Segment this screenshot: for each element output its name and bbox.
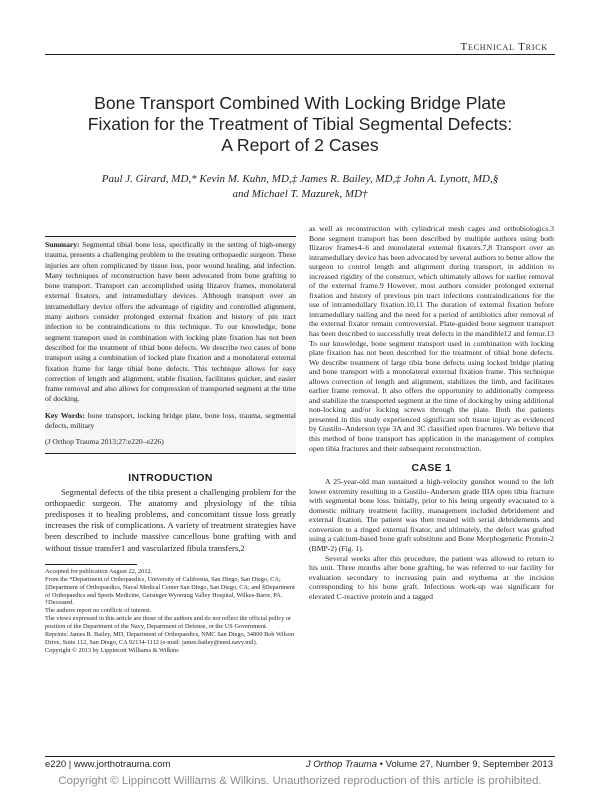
summary-label: Summary: — [45, 240, 80, 249]
top-rule — [45, 54, 555, 55]
citation: (J Orthop Trauma 2013;27:e220–e226) — [45, 437, 164, 447]
footnote-copyright: Copyright © 2013 by Lippincott Williams & Wilkins — [45, 646, 179, 654]
left-column — [45, 236, 296, 655]
case-heading: CASE 1 — [411, 463, 452, 475]
footer-bullet: • — [379, 759, 383, 770]
keywords-text: bone transport, locking bridge plate, bone loss, trauma, segmental defects, military — [45, 410, 297, 431]
footnote-affiliations: From the *Department of Orthopaedics, University of California, San Diego, San Diego, CA; ‡Department of Orthopaedics, Naval Medical Center San Diego, San Diego, CA; and §Department of Orthopaedics and Sports Medicine, Geisinger Wyoming Valley Hospital, Wilkes-Barre, PA. — [45, 575, 295, 599]
page-number: e220 — [45, 759, 67, 770]
author-list — [70, 172, 530, 202]
footer-left — [45, 759, 171, 770]
right-column — [309, 224, 554, 601]
title-line: A Report of 2 Cases — [221, 135, 379, 155]
abstract-box — [45, 236, 296, 454]
footnote-views: The views expressed in this article are those of the authors and do not reflect the official policy or position of the Department of the Navy, Department of Defense, or the US Government. — [45, 615, 292, 631]
article-title — [50, 93, 550, 156]
footnote-conflicts: The authors report no conflicts of interest. — [45, 607, 152, 615]
section-tag: Technical Trick — [460, 41, 548, 53]
footer-separator: | — [68, 759, 72, 770]
keywords-label: Key Words: — [45, 410, 85, 420]
introduction-heading: INTRODUCTION — [128, 472, 213, 484]
keywords — [45, 411, 296, 432]
introduction-paragraph: Segmental defects of the tibia present a challenging problem for the orthopaedic surgeon. The anatomy and physiology of the tibia predisposes it to healing problems, and concomitant tissue loss greatly increases the risk of complications. A variety of treatment strategies have been described to include massive cancellous bone grafting with and without tissue transfer1 and vascularized fibula transfers,2 — [45, 486, 296, 553]
journal-name: J Orthop Trauma — [305, 759, 377, 770]
journal-website[interactable]: www.jorthotrauma.com — [73, 759, 171, 770]
summary-text: Segmental tibial bone loss, specifically in the setting of high-energy trauma, presents a challenging problem to the treating orthopaedic surgeon. These injuries are often complicated by tissue loss, poor wound healing, and infection. Many techniques of reconstruction have been advocated from bone grafting to bone transport. Transport can accomplished using Ilizarov frames, monolateral external fixators, and intramedullary devices. Although transport over an intramedullary device offers the advantage of rigidity and controlled alignment, many authors consider prolonged external fixation and history of pin tract infection to be contraindications to this technique. To our knowledge, bone segment transport used in combination with locking plate fixation has not been described for the treatment of tibial bone defects. We describe two cases of bone transport using a combination of locked plate fixation and a monolateral external fixation frame for large tibial bone defects. This technique allows for easy correction of length and alignment, stable fixation, facilitates quicker, and easier frame removal and also allows for compression of transported segment at the time of docking. — [45, 240, 296, 404]
footnote-reprints: Reprints: James R. Bailey, MD, Department of Orthopaedics, NMC San Diego, 34800 Bob Wilson Drive, Suite 112, San Diego, CA 92134-1112 (e-mail: james.bailey@med.navy.mil). — [45, 631, 294, 647]
footnote-deceased: †Deceased. — [45, 599, 74, 607]
authors-line: and Michael T. Mazurek, MD† — [232, 188, 368, 200]
footnote-accepted: Accepted for publication August 22, 2012. — [45, 567, 153, 575]
footnote-rule — [45, 564, 137, 565]
authors-line: Paul J. Girard, MD,* Kevin M. Kuhn, MD,‡ James R. Bailey, MD,‡ John A. Lynott, MD,§ — [101, 173, 499, 185]
footer-right — [306, 759, 553, 770]
case-paragraph: Several weeks after this procedure, the patient was allowed to return to his unit. Three months after bone grafting, he was referred to our facility for evaluation secondary to increasing pain and erythema at the incision corresponding to his bone graft. Infectious work-up was significant for elevated C-reactive protein and a tagged — [309, 553, 554, 601]
title-line: Fixation for the Treatment of Tibial Segmental Defects: — [87, 114, 513, 134]
case-paragraph: A 25-year-old man sustained a high-velocity gunshot wound to the left lower extremity resulting in a Gustilo–Anderson grade IIIA open tibia fracture with segmental bone loss. Initially, prior to his being urgently evacuated to a domestic military treatment facility, management included debridement and external fixation. The patient was then treated with serial debridements and conversion to a ringed external fixator, and ultimately, the defect was grafted using a calcium-based bone graft substitute and Bone Morphogenetic Protein-2 (BMP-2) (Fig. 1). — [309, 477, 554, 553]
footnotes — [45, 568, 296, 655]
footer-rule — [45, 756, 555, 757]
volume-info: Volume 27, Number 9, September 2013 — [385, 759, 553, 770]
right-paragraph: as well as reconstruction with cylindrical mesh cages and orthobiologics.3 Bone segment transport has been described by multiple authors using both Ilizarov frames4–6 and monolateral external fixators.7,8 Transport over an intramedullary device has been advocated by several authors to better allow the surgeon to control length and alignment during transport, in addition to increased rigidity of the construct, which ultimately allows for earlier removal of the external frame.9 However, most authors consider prolonged external fixation and history of previous pin tract infections contraindications for the use of intramedullary fixation.10,11 The duration of external fixation before intramedullary nailing and the need for a period of antibiotics after removal of the external fixator remain controversial. Plate-guided bone segment transport has been described to successfully treat defects in the mandible12 and femur.13 To our knowledge, bone segment transport used in combination with locking plate fixation has not been described for the treatment of tibial bone defects. We describe treatment of large tibia bone defects using locked bridge plating and bone transport with a monolateral external fixation frame. This technique allows correction of length and alignment, stabilizes the limb, and facilitates earlier frame removal. It also offers the opportunity to additionally compress and stabilize the transported segment at the time of docking by using additional non-locking and/or locking screws through the plate. Both the patients presented in this study experienced significant soft tissue injury as evidenced by Gustilo–Anderson type 3A and 3C classified open fractures. We believe that this method of bone transport has application in the management of complex open tibia fractures and their subsequent reconstruction. — [309, 224, 554, 453]
abstract-summary — [45, 240, 296, 405]
copyright-watermark: Copyright © Lippincott Williams & Wilkins. Unauthorized reproduction of this article is prohibited. — [58, 775, 542, 787]
title-line: Bone Transport Combined With Locking Bridge Plate — [94, 93, 506, 113]
